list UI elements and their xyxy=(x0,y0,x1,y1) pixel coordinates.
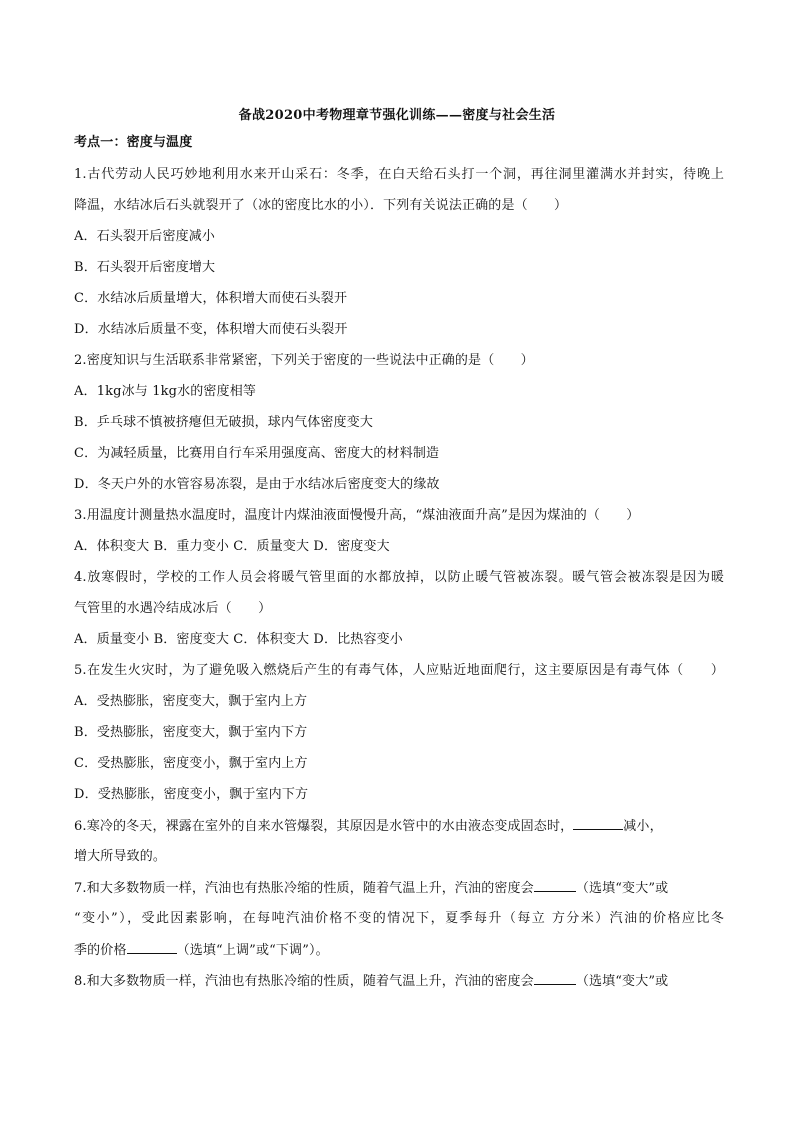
question-7-text-before-blank: 7.和大多数物质一样，汽油也有热胀冷缩的性质，随着气温上升，汽油的密度会 xyxy=(74,881,534,896)
question-3-line-1: 3.用温度计测量热水温度时，温度计内煤油液面慢慢升高，“煤油液面升高”是因为煤油的（ ） xyxy=(74,508,640,523)
question-1-option-d: D．水结冰后质量不变，体积增大而使石头裂开 xyxy=(74,322,348,337)
question-1-option-a: A．石头裂开后密度减小 xyxy=(74,229,216,244)
answer-blank[interactable] xyxy=(534,879,576,892)
question-2-option-b: B．乒乓球不慎被挤瘪但无破损，球内气体密度变大 xyxy=(74,415,374,430)
question-5-line-1: 5.在发生火灾时，为了避免吸入燃烧后产生的有毒气体，人应贴近地面爬行，这主要原因是有毒气体（ ） xyxy=(74,663,724,678)
question-4-options: A．质量变小 B．密度变大 C．体积变大 D．比热容变小 xyxy=(74,632,403,647)
section-heading: 考点一：密度与温度 xyxy=(74,135,193,150)
question-5-option-c: C．受热膨胀，密度变小，飘于室内上方 xyxy=(74,756,308,771)
question-1-line-1: 1.古代劳动人民巧妙地利用水来开山采石：冬季，在白天给石头打一个洞，再往洞里灌满水并封实，待晚上 xyxy=(74,167,724,182)
question-4-line-1: 4.放寒假时，学校的工作人员会将暖气管里面的水都放掉，以防止暖气管被冻裂。暖气管会被冻裂是因为暖 xyxy=(74,570,724,585)
question-8-line-1 xyxy=(74,972,724,991)
question-7-text-before-blank-2: 季的价格 xyxy=(74,943,127,958)
question-5-option-a: A．受热膨胀，密度变大，飘于室内上方 xyxy=(74,694,308,709)
question-7-text-after-blank: （选填“变大”或 xyxy=(575,881,669,896)
answer-blank[interactable] xyxy=(127,941,177,954)
document-title: 备战2020中考物理章节强化训练——密度与社会生活 xyxy=(238,108,556,123)
question-2-option-c: C．为减轻质量，比赛用自行车采用强度高、密度大的材料制造 xyxy=(74,446,440,461)
question-7-line-1 xyxy=(74,879,724,898)
question-2-line-1: 2.密度知识与生活联系非常紧密，下列关于密度的一些说法中正确的是（ ） xyxy=(74,353,534,368)
answer-blank[interactable] xyxy=(573,817,623,830)
question-7-text-after-blank-2: （选填“上调”或“下调”）。 xyxy=(176,943,329,958)
question-2-option-a: A．1kg冰与 1kg水的密度相等 xyxy=(74,384,257,399)
question-5-option-b: B．受热膨胀，密度变大，飘于室内下方 xyxy=(74,725,308,740)
question-4-line-2: 气管里的水遇冷结成冰后（ ） xyxy=(74,601,272,616)
question-1-option-b: B．石头裂开后密度增大 xyxy=(74,260,216,275)
question-5-option-d: D．受热膨胀，密度变小，飘于室内下方 xyxy=(74,787,309,802)
answer-blank[interactable] xyxy=(534,972,576,985)
question-7-line-3 xyxy=(74,941,724,960)
question-6-text-after-blank: 减小， xyxy=(623,819,663,834)
question-6-text-before-blank: 6.寒冷的冬天，裸露在室外的自来水管爆裂，其原因是水管中的水由液态变成固态时， xyxy=(74,819,574,834)
question-6-line-2: 增大所导致的。 xyxy=(74,849,167,864)
question-3-options: A．体积变大 B．重力变小 C．质量变大 D．密度变大 xyxy=(74,539,390,554)
question-2-option-d: D．冬天户外的水管容易冻裂，是由于水结冰后密度变大的缘故 xyxy=(74,477,440,492)
question-1-line-2: 降温，水结冰后石头就裂开了（冰的密度比水的小）．下列有关说法正确的是（ ） xyxy=(74,198,568,213)
question-1-option-c: C．水结冰后质量增大，体积增大而使石头裂开 xyxy=(74,291,348,306)
question-8-text-before-blank: 8.和大多数物质一样，汽油也有热胀冷缩的性质，随着气温上升，汽油的密度会 xyxy=(74,974,534,989)
question-7-line-2: “变小”），受此因素影响，在每吨汽油价格不变的情况下，夏季每升（每立 方分米）汽油的价格应比冬 xyxy=(74,911,724,926)
question-8-text-after-blank: （选填“变大”或 xyxy=(575,974,669,989)
question-6-line-1 xyxy=(74,817,724,836)
